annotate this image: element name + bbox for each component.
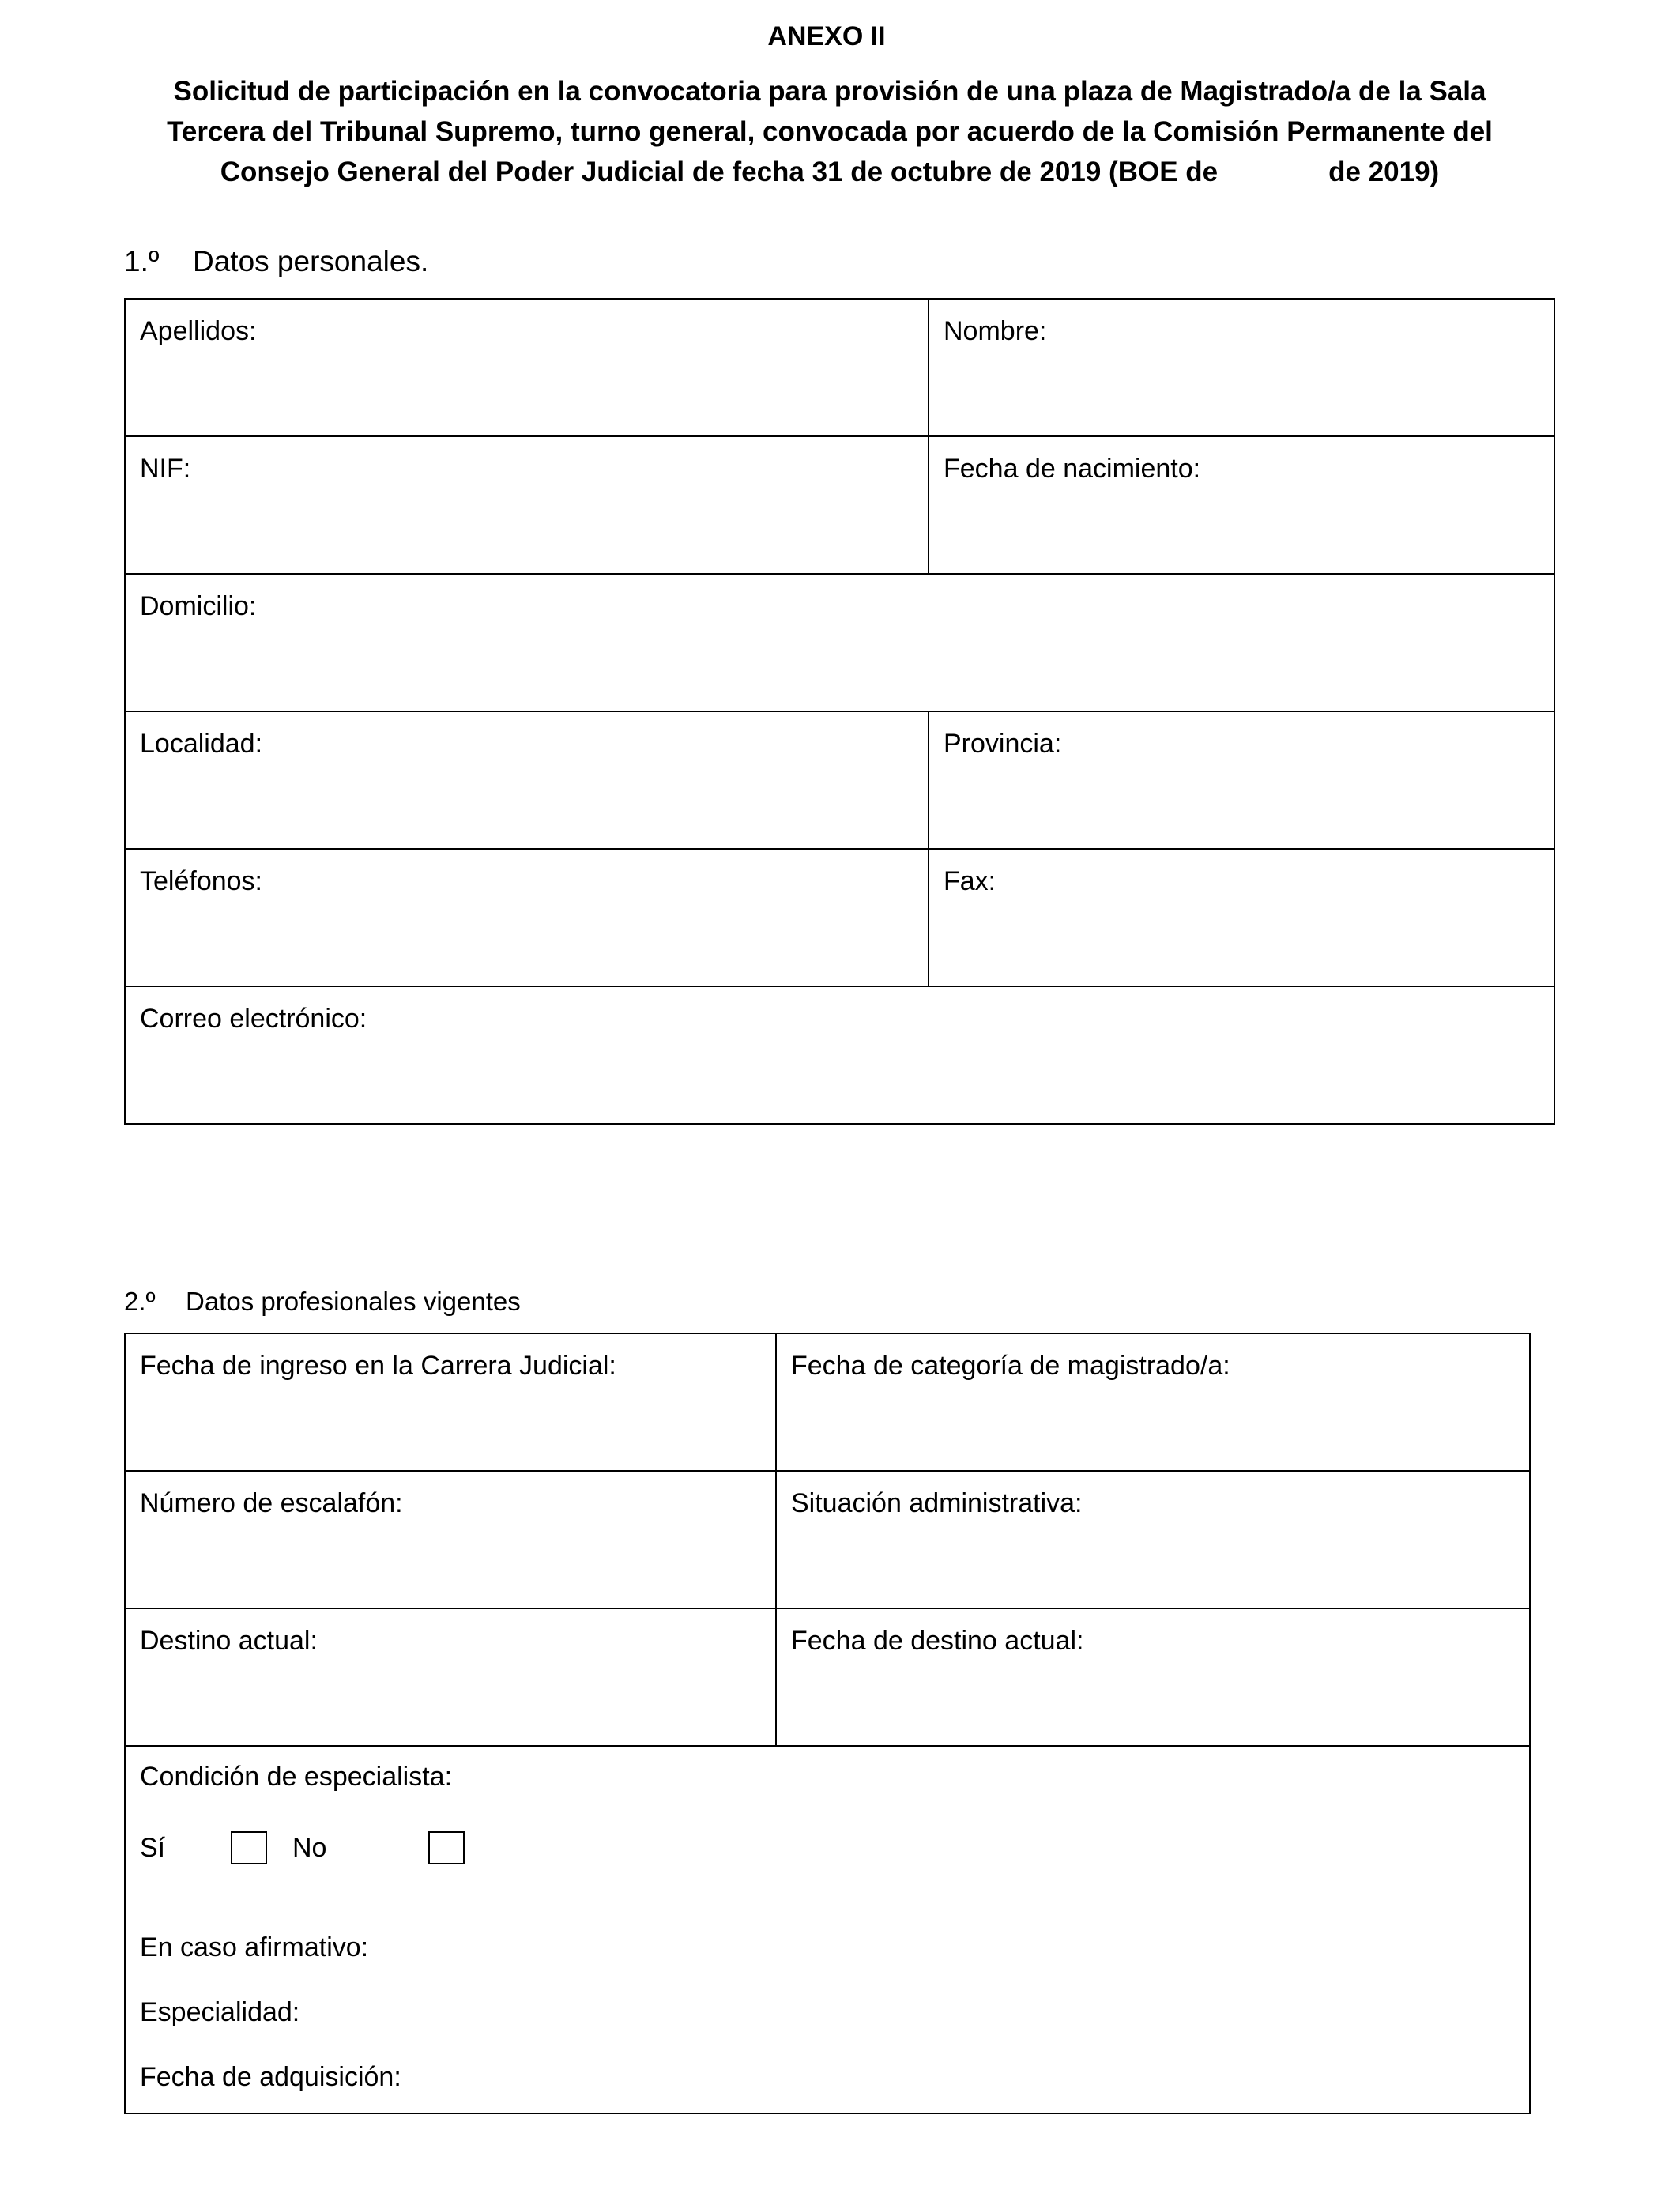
document-title [119,71,1541,192]
telefonos-field[interactable] [125,849,929,986]
apellidos-label: Apellidos: [140,316,257,346]
fecha-nacimiento-field[interactable] [929,436,1554,574]
situacion-administrativa-field[interactable] [776,1471,1530,1608]
provincia-field[interactable] [929,711,1554,849]
no-label: No [292,1833,327,1863]
document-title-line-1: Solicitud de participación en la convocatoria para provisión de una plaza de Magistrado/a de la Sala [173,76,1486,107]
destino-actual-field[interactable] [125,1608,776,1746]
section-2-title: Datos profesionales vigentes [186,1287,521,1316]
condicion-especialista-label: Condición de especialista: [140,1762,453,1792]
numero-escalafon-field[interactable] [125,1471,776,1608]
fecha-destino-field[interactable] [776,1608,1530,1746]
nif-field[interactable] [125,436,929,574]
condicion-especialista-field [125,1746,1530,2113]
localidad-label: Localidad: [140,729,263,759]
section-1-number: 1.º [124,245,160,277]
si-checkbox[interactable] [231,1831,267,1864]
especialista-options [140,1832,1515,1864]
section-2-heading [124,1287,521,1317]
nombre-label: Nombre: [944,316,1047,346]
document-title-line-3b: de 2019) [1328,156,1440,187]
nombre-field[interactable] [929,299,1554,436]
personal-data-table [124,298,1555,1125]
nif-label: NIF: [140,454,191,484]
fecha-nacimiento-label: Fecha de nacimiento: [944,454,1201,484]
correo-label: Correo electrónico: [140,1004,367,1034]
domicilio-label: Domicilio: [140,591,257,621]
telefonos-label: Teléfonos: [140,866,262,896]
document-title-line-3a: Consejo General del Poder Judicial de fecha 31 de octubre de 2019 (BOE de [220,156,1219,187]
fecha-destino-label: Fecha de destino actual: [791,1626,1084,1656]
document-title-line-3 [119,152,1541,192]
no-checkbox[interactable] [428,1831,465,1864]
fecha-ingreso-field[interactable] [125,1333,776,1471]
fax-field[interactable] [929,849,1554,986]
provincia-label: Provincia: [944,729,1062,759]
professional-data-table [124,1333,1531,2114]
en-caso-afirmativo-label: En caso afirmativo: [140,1932,369,1962]
section-1-title: Datos personales. [193,245,429,277]
especialidad-field[interactable]: Especialidad: [140,1997,300,2027]
document-title-line-2: Tercera del Tribunal Supremo, turno general, convocada por acuerdo de la Comisión Permanente del [167,116,1493,147]
fecha-ingreso-label: Fecha de ingreso en la Carrera Judicial: [140,1351,616,1381]
si-label: Sí [140,1833,166,1863]
domicilio-field[interactable] [125,574,1554,711]
localidad-field[interactable] [125,711,929,849]
situacion-administrativa-label: Situación administrativa: [791,1488,1083,1518]
numero-escalafon-label: Número de escalafón: [140,1488,403,1518]
section-2-number: 2.º [124,1287,156,1316]
annex-title: ANEXO II [767,21,886,51]
fax-label: Fax: [944,866,996,896]
fecha-adquisicion-field[interactable]: Fecha de adquisición: [140,2062,401,2092]
apellidos-field[interactable] [125,299,929,436]
fecha-categoria-label: Fecha de categoría de magistrado/a: [791,1351,1230,1381]
section-1-heading [124,245,428,278]
fecha-categoria-field[interactable] [776,1333,1530,1471]
destino-actual-label: Destino actual: [140,1626,318,1656]
correo-field[interactable] [125,986,1554,1124]
